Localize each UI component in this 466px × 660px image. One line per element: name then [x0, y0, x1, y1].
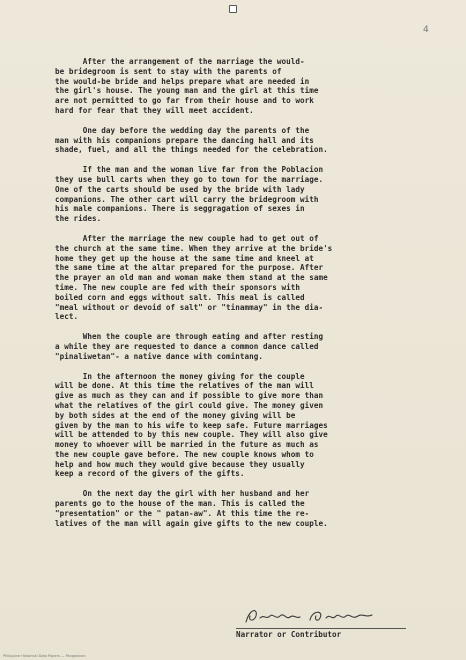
- text-line: lect.: [55, 312, 79, 322]
- text-line: what the relatives of the girl could give. The money given: [55, 400, 324, 410]
- signature-label: Narrator or Contributor: [236, 630, 342, 639]
- document-body: [55, 57, 440, 528]
- text-line: the new couple gave before. The new couple knows whom to: [55, 449, 314, 459]
- paragraph-2: [55, 126, 440, 155]
- text-line: the church at the same time. When they arrive at the bride's: [55, 243, 333, 253]
- text-line: will be attended to by this new couple. They will also give: [55, 430, 328, 440]
- text-line: a while they are requested to dance a common dance called: [55, 341, 319, 351]
- text-line: given by the man to his wife to keep safe. Future marriages: [55, 420, 328, 430]
- text-line: boiled corn and eggs without salt. This meal is called: [55, 292, 305, 302]
- paragraph-7: [55, 489, 440, 528]
- text-line: On the next day the girl with her husband and her: [55, 489, 310, 499]
- handwritten-signature: [240, 604, 390, 628]
- text-line: parents go to the house of the man. This is called the: [55, 499, 305, 509]
- text-line: his male companions. There is seggragation of sexes in: [55, 204, 305, 214]
- paragraph-6: [55, 372, 440, 480]
- text-line: After the arrangement of the marriage the would-: [55, 57, 305, 66]
- paragraph-5: [55, 332, 440, 361]
- text-line: "pinaliwetan"- a native dance with comintang.: [55, 351, 263, 361]
- text-line: If the man and the woman live far from the Poblacion: [55, 165, 324, 175]
- text-line: When the couple are through eating and after resting: [55, 332, 324, 342]
- page-number: 4: [423, 25, 429, 35]
- signature-line: [236, 628, 406, 629]
- text-line: be bridegroom is sent to stay with the parents of: [55, 66, 282, 76]
- text-line: will be done. At this time the relatives of the man will: [55, 381, 314, 391]
- text-line: home they get up the house at the same time and kneel at: [55, 253, 314, 263]
- text-line: latives of the man will again give gifts to the new couple.: [55, 518, 328, 528]
- footer-caption: Philippine Historical Data Papers — Pangasinan: [3, 654, 86, 658]
- paragraph-3: [55, 165, 440, 224]
- text-line: they use bull carts when they go to town for the marriage.: [55, 174, 324, 184]
- text-line: "meal without or devoid of salt" or "tinammay" in the dia-: [55, 302, 324, 312]
- text-line: the girl's house. The young man and the girl at this time: [55, 86, 319, 96]
- text-line: companions. The other cart will carry the bridegroom with: [55, 194, 319, 204]
- page-marker-icon: [229, 5, 237, 13]
- text-line: help and how much they would give because they usually: [55, 459, 305, 469]
- paragraph-4: [55, 234, 440, 322]
- text-line: hard for fear that they will meet accident.: [55, 105, 254, 115]
- text-line: time. The new couple are fed with their sponsors with: [55, 282, 300, 292]
- text-line: In the afternoon the money giving for the couple: [55, 371, 305, 381]
- text-line: One of the carts should be used by the bride with lady: [55, 184, 305, 194]
- paragraph-1: [55, 57, 440, 116]
- text-line: are not permitted to go far from their house and to work: [55, 96, 314, 106]
- text-line: money to whoever will be married in the future as much as: [55, 440, 319, 450]
- text-line: "presentation" or the " patan-aw". At this time the re-: [55, 508, 310, 518]
- text-line: After the marriage the new couple had to get out of: [55, 233, 319, 243]
- text-line: One day before the wedding day the parents of the: [55, 125, 310, 135]
- text-line: give as much as they can and if possible to give more than: [55, 391, 324, 401]
- text-line: the same time at the altar prepared for the purpose. After: [55, 263, 324, 273]
- text-line: shade, fuel, and all the things needed for the celebration.: [55, 145, 328, 155]
- text-line: keep a record of the givers of the gifts.: [55, 469, 245, 479]
- text-line: man with his companions prepare the dancing hall and its: [55, 135, 314, 145]
- text-line: the rides.: [55, 214, 102, 224]
- text-line: by both sides at the end of the money giving will be: [55, 410, 296, 420]
- text-line: the would-be bride and helps prepare what are needed in: [55, 76, 310, 86]
- text-line: the prayer an old man and woman make them stand at the same: [55, 273, 328, 283]
